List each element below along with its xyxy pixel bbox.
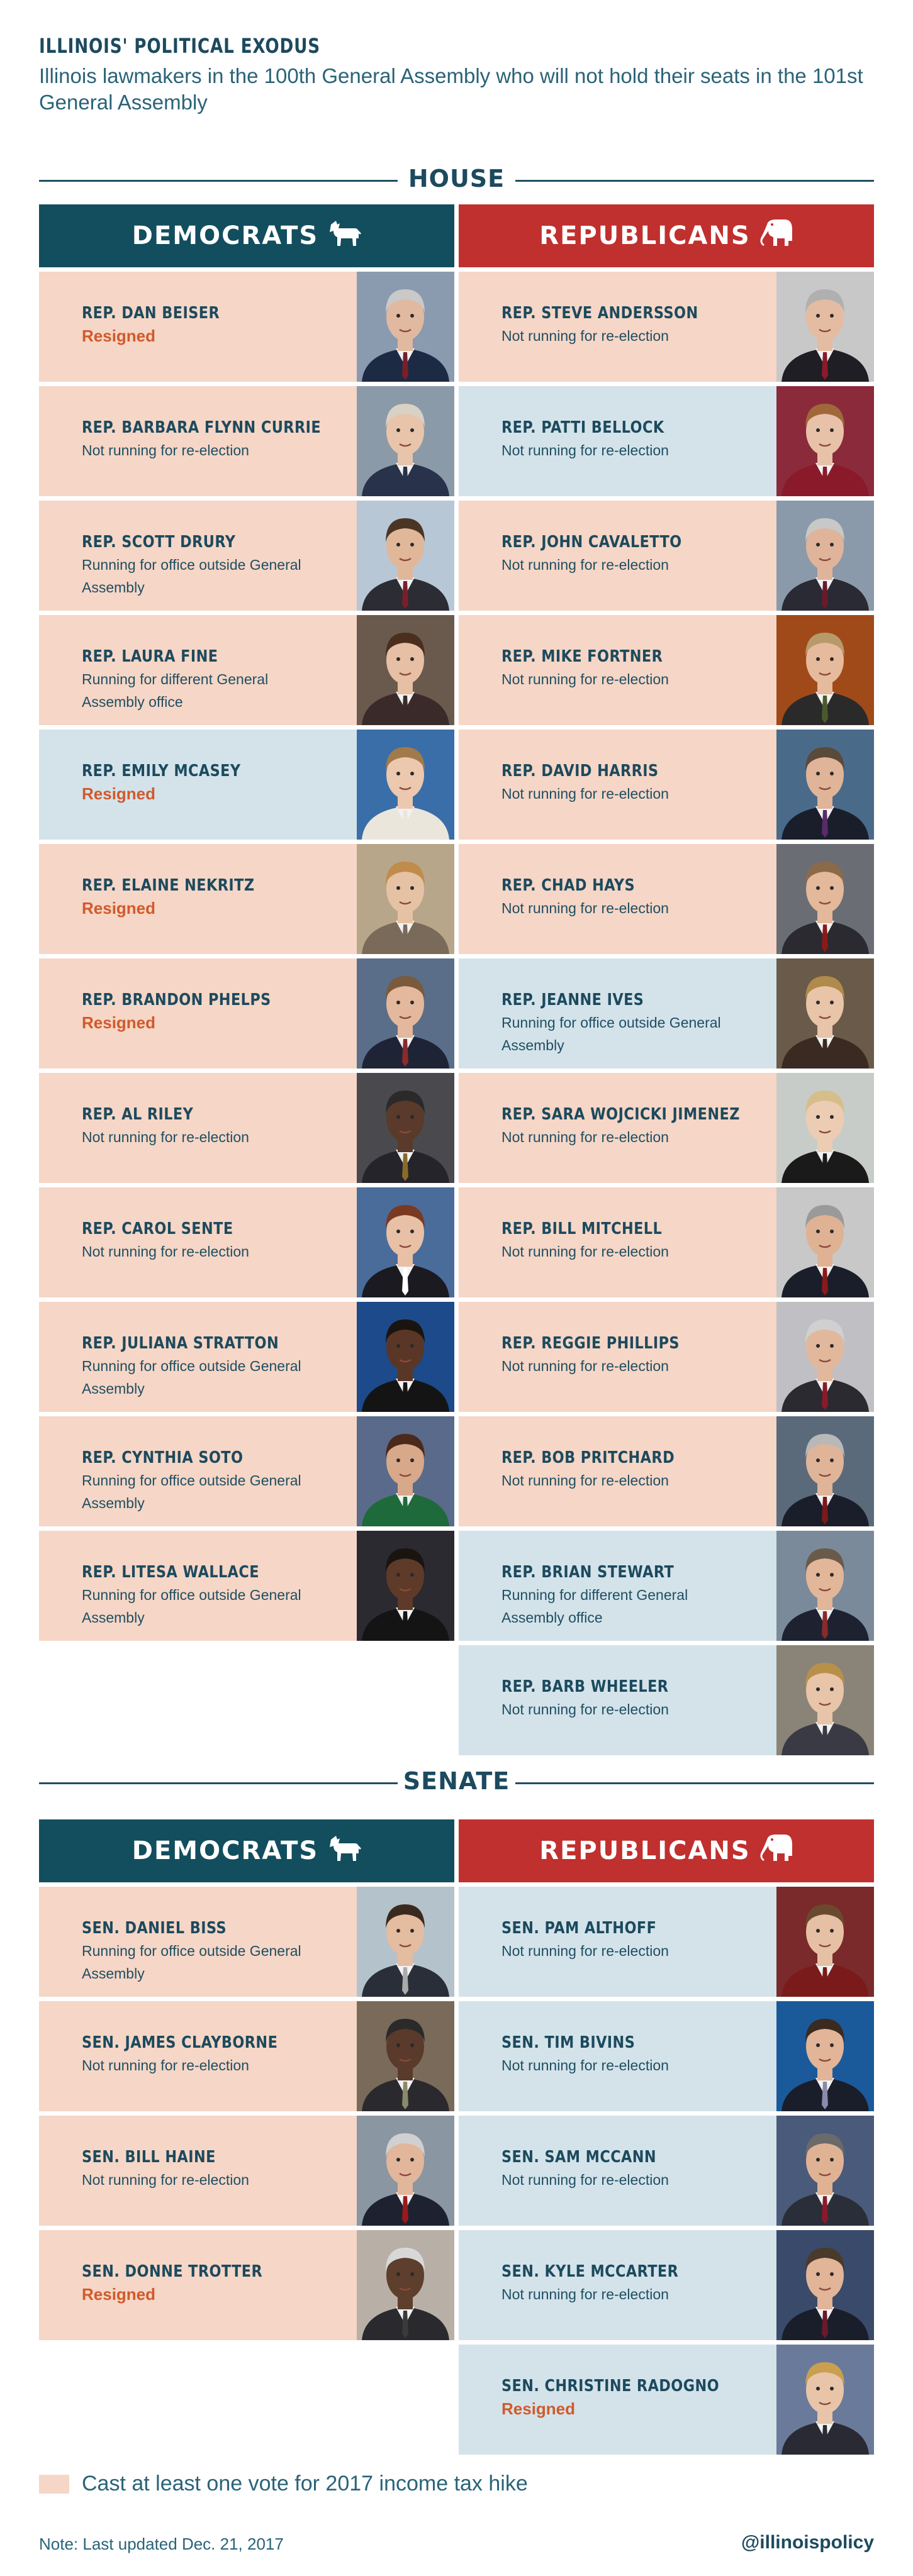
house-lawmaker-card: [39, 615, 454, 725]
lawmaker-name: REP. SCOTT DRURY: [82, 533, 236, 552]
lawmaker-status: Resigned: [82, 2285, 156, 2304]
divider: [515, 180, 874, 182]
senate-lawmaker-card: [459, 2345, 874, 2455]
lawmaker-name: REP. LITESA WALLACE: [82, 1563, 259, 1582]
lawmaker-info: [82, 1333, 333, 1400]
lawmaker-status: Not running for re-election: [501, 442, 669, 458]
lawmaker-name: SEN. PAM ALTHOFF: [501, 1919, 657, 1938]
lawmaker-status: Resigned: [82, 326, 156, 345]
house-lawmaker-card: [39, 501, 454, 611]
lawmaker-info: [501, 1448, 753, 1492]
lawmaker-info: [501, 1677, 753, 1721]
lawmaker-photo: [776, 1073, 874, 1183]
lawmaker-info: [501, 990, 753, 1057]
legend: [39, 2472, 528, 2496]
lawmaker-name: REP. PATTI BELLOCK: [501, 418, 664, 437]
lawmaker-info: [82, 1219, 333, 1263]
house-lawmaker-card: [459, 272, 874, 382]
house-lawmaker-card: [459, 386, 874, 496]
lawmaker-info: [82, 532, 333, 599]
lawmaker-status: Not running for re-election: [501, 557, 669, 573]
lawmaker-name: REP. REGGIE PHILLIPS: [501, 1334, 680, 1353]
lawmaker-info: [501, 532, 753, 576]
lawmaker-info: [501, 2376, 753, 2420]
lawmaker-status: Not running for re-election: [501, 1129, 669, 1145]
lawmaker-photo: [776, 272, 874, 382]
lawmaker-status: Not running for re-election: [501, 2286, 669, 2302]
lawmaker-status: Not running for re-election: [501, 1358, 669, 1374]
lawmaker-name: REP. JOHN CAVALETTO: [501, 533, 682, 552]
divider: [515, 1782, 874, 1784]
house-democrats-header: [39, 204, 454, 267]
lawmaker-name: SEN. CHRISTINE RADOGNO: [501, 2377, 720, 2396]
lawmaker-info: [501, 1219, 753, 1263]
lawmaker-name: REP. AL RILEY: [82, 1105, 194, 1124]
elephant-icon: [759, 1833, 793, 1868]
lawmaker-name: REP. BARB WHEELER: [501, 1677, 669, 1696]
lawmaker-info: [501, 2147, 753, 2191]
lawmaker-photo: [776, 2230, 874, 2340]
lawmaker-status: Not running for re-election: [82, 2057, 249, 2074]
senate-lawmaker-card: [459, 2116, 874, 2226]
house-lawmaker-card: [39, 1302, 454, 1412]
lawmaker-photo: [357, 958, 454, 1069]
lawmaker-status: Resigned: [82, 1013, 156, 1032]
lawmaker-name: SEN. KYLE MCCARTER: [501, 2262, 679, 2281]
house-lawmaker-card: [39, 730, 454, 840]
house-lawmaker-card: [459, 501, 874, 611]
lawmaker-status: Not running for re-election: [82, 1243, 249, 1260]
lawmaker-photo: [776, 958, 874, 1069]
legend-label: Cast at least one vote for 2017 income tax hike: [82, 2472, 528, 2496]
lawmaker-photo: [776, 1531, 874, 1641]
house-lawmaker-card: [459, 1645, 874, 1755]
democrats-label: DEMOCRATS: [132, 1836, 319, 1865]
lawmaker-status: Running for office outside General Assembly: [82, 1358, 301, 1397]
lawmaker-info: [501, 1562, 753, 1629]
lawmaker-status: Running for office outside General Assembly: [82, 1587, 301, 1626]
lawmaker-photo: [357, 844, 454, 954]
house-lawmaker-card: [459, 1302, 874, 1412]
senate-section-header: [39, 1767, 874, 1799]
house-lawmaker-card: [39, 958, 454, 1069]
lawmaker-status: Not running for re-election: [501, 900, 669, 916]
lawmaker-info: [82, 2033, 333, 2077]
lawmaker-name: REP. STEVE ANDERSSON: [501, 304, 698, 323]
lawmaker-photo: [357, 2116, 454, 2226]
republicans-label: REPUBLICANS: [539, 1836, 751, 1865]
lawmaker-info: [82, 2262, 333, 2306]
lawmaker-info: [82, 1104, 333, 1148]
lawmaker-name: REP. LAURA FINE: [82, 647, 218, 666]
lawmaker-photo: [357, 1187, 454, 1297]
lawmaker-name: REP. ELAINE NEKRITZ: [82, 876, 255, 895]
lawmaker-photo: [357, 386, 454, 496]
lawmaker-photo: [776, 1416, 874, 1526]
lawmaker-photo: [357, 730, 454, 840]
lawmaker-photo: [357, 501, 454, 611]
lawmaker-name: REP. DAN BEISER: [82, 304, 220, 323]
senate-lawmaker-card: [39, 1887, 454, 1997]
house-lawmaker-card: [459, 958, 874, 1069]
house-lawmaker-card: [39, 386, 454, 496]
senate-lawmaker-card: [39, 2230, 454, 2340]
lawmaker-photo: [776, 1187, 874, 1297]
page-title: ILLINOIS' POLITICAL EXODUS: [39, 34, 321, 58]
lawmaker-status: Not running for re-election: [501, 2057, 669, 2074]
lawmaker-name: REP. JULIANA STRATTON: [82, 1334, 279, 1353]
lawmaker-status: Running for different General Assembly office: [82, 671, 269, 710]
donkey-icon: [327, 1833, 361, 1868]
lawmaker-name: SEN. TIM BIVINS: [501, 2033, 636, 2052]
lawmaker-name: REP. SARA WOJCICKI JIMENEZ: [501, 1105, 740, 1124]
senate-label: SENATE: [403, 1767, 510, 1795]
senate-lawmaker-card: [459, 2001, 874, 2111]
lawmaker-photo: [357, 1073, 454, 1183]
lawmaker-info: [501, 1104, 753, 1148]
house-lawmaker-card: [459, 730, 874, 840]
republicans-label: REPUBLICANS: [539, 221, 751, 250]
house-lawmaker-card: [39, 1416, 454, 1526]
lawmaker-status: Not running for re-election: [501, 2172, 669, 2188]
lawmaker-info: [501, 1333, 753, 1377]
lawmaker-photo: [776, 2116, 874, 2226]
legend-swatch: [39, 2475, 69, 2494]
lawmaker-status: Not running for re-election: [501, 786, 669, 802]
lawmaker-name: REP. MIKE FORTNER: [501, 647, 663, 666]
lawmaker-status: Not running for re-election: [501, 1472, 669, 1489]
senate-republicans-header: [459, 1819, 874, 1882]
lawmaker-status: Running for different General Assembly office: [501, 1587, 688, 1626]
lawmaker-info: [82, 1562, 333, 1629]
lawmaker-name: REP. CYNTHIA SOTO: [82, 1448, 244, 1467]
lawmaker-photo: [776, 730, 874, 840]
lawmaker-name: REP. BARBARA FLYNN CURRIE: [82, 418, 322, 437]
lawmaker-info: [82, 761, 333, 805]
lawmaker-status: Resigned: [501, 2399, 576, 2418]
senate-lawmaker-card: [39, 2001, 454, 2111]
lawmaker-photo: [357, 1887, 454, 1997]
lawmaker-status: Not running for re-election: [82, 1129, 249, 1145]
lawmaker-photo: [776, 386, 874, 496]
lawmaker-info: [82, 418, 333, 462]
house-lawmaker-card: [39, 272, 454, 382]
lawmaker-status: Not running for re-election: [82, 2172, 249, 2188]
lawmaker-status: Not running for re-election: [501, 1243, 669, 1260]
lawmaker-status: Running for office outside General Assembly: [82, 1943, 301, 1982]
house-lawmaker-card: [39, 1187, 454, 1297]
lawmaker-info: [501, 647, 753, 691]
lawmaker-name: REP. DAVID HARRIS: [501, 762, 659, 780]
senate-grid: [39, 1819, 874, 2448]
lawmaker-name: REP. CHAD HAYS: [501, 876, 636, 895]
lawmaker-info: [82, 303, 333, 347]
lawmaker-status: Running for office outside General Assembly: [82, 557, 301, 596]
lawmaker-photo: [357, 1302, 454, 1412]
lawmaker-info: [82, 875, 333, 919]
lawmaker-name: REP. EMILY MCASEY: [82, 762, 241, 780]
lawmaker-info: [501, 2262, 753, 2306]
lawmaker-info: [501, 875, 753, 919]
lawmaker-info: [501, 761, 753, 805]
donkey-icon: [327, 218, 361, 253]
lawmaker-name: SEN. JAMES CLAYBORNE: [82, 2033, 278, 2052]
lawmaker-name: REP. JEANNE IVES: [501, 991, 644, 1009]
lawmaker-info: [501, 1918, 753, 1962]
house-lawmaker-card: [459, 1187, 874, 1297]
lawmaker-photo: [357, 1531, 454, 1641]
house-lawmaker-card: [459, 844, 874, 954]
lawmaker-status: Resigned: [82, 784, 156, 803]
lawmaker-info: [82, 1918, 333, 1985]
lawmaker-name: SEN. DANIEL BISS: [82, 1919, 227, 1938]
lawmaker-photo: [776, 615, 874, 725]
house-lawmaker-card: [39, 1073, 454, 1183]
lawmaker-status: Resigned: [82, 899, 156, 918]
house-label: HOUSE: [408, 165, 505, 192]
house-lawmaker-card: [459, 615, 874, 725]
lawmaker-info: [501, 303, 753, 347]
lawmaker-photo: [776, 1887, 874, 1997]
lawmaker-photo: [357, 615, 454, 725]
lawmaker-name: SEN. DONNE TROTTER: [82, 2262, 263, 2281]
lawmaker-status: Not running for re-election: [501, 1701, 669, 1718]
lawmaker-info: [501, 418, 753, 462]
lawmaker-photo: [776, 1645, 874, 1755]
house-lawmaker-card: [39, 1531, 454, 1641]
lawmaker-photo: [776, 501, 874, 611]
house-lawmaker-card: [459, 1531, 874, 1641]
lawmaker-name: REP. BRIAN STEWART: [501, 1563, 675, 1582]
lawmaker-photo: [357, 272, 454, 382]
lawmaker-photo: [776, 2345, 874, 2455]
lawmaker-photo: [357, 1416, 454, 1526]
lawmaker-name: SEN. BILL HAINE: [82, 2148, 216, 2167]
lawmaker-info: [82, 647, 333, 713]
lawmaker-status: Running for office outside General Assembly: [82, 1472, 301, 1511]
lawmaker-info: [82, 2147, 333, 2191]
democrats-label: DEMOCRATS: [132, 221, 319, 250]
lawmaker-photo: [776, 844, 874, 954]
lawmaker-photo: [776, 1302, 874, 1412]
house-lawmaker-card: [39, 844, 454, 954]
senate-lawmaker-card: [459, 1887, 874, 1997]
lawmaker-name: REP. BILL MITCHELL: [501, 1219, 663, 1238]
footer-note: Note: Last updated Dec. 21, 2017: [39, 2534, 284, 2553]
elephant-icon: [759, 218, 793, 253]
lawmaker-photo: [357, 2230, 454, 2340]
lawmaker-photo: [357, 2001, 454, 2111]
lawmaker-name: SEN. SAM MCCANN: [501, 2148, 657, 2167]
lawmaker-status: Not running for re-election: [501, 671, 669, 687]
lawmaker-status: Running for office outside General Assembly: [501, 1014, 721, 1053]
house-lawmaker-card: [459, 1416, 874, 1526]
lawmaker-status: Not running for re-election: [501, 1943, 669, 1959]
lawmaker-photo: [776, 2001, 874, 2111]
footer-handle[interactable]: @illinoispolicy: [741, 2532, 874, 2553]
lawmaker-info: [82, 1448, 333, 1514]
senate-democrats-header: [39, 1819, 454, 1882]
lawmaker-status: Not running for re-election: [82, 442, 249, 458]
lawmaker-name: REP. CAROL SENTE: [82, 1219, 233, 1238]
lawmaker-name: REP. BRANDON PHELPS: [82, 991, 271, 1009]
house-section-header: [39, 165, 874, 196]
lawmaker-name: REP. BOB PRITCHARD: [501, 1448, 675, 1467]
page-subtitle: Illinois lawmakers in the 100th General Assembly who will not hold their seats in the 101st General Assembly: [39, 64, 863, 114]
lawmaker-status: Not running for re-election: [501, 328, 669, 344]
house-republicans-header: [459, 204, 874, 267]
house-grid: [39, 204, 874, 1745]
lawmaker-info: [501, 2033, 753, 2077]
senate-lawmaker-card: [459, 2230, 874, 2340]
house-lawmaker-card: [459, 1073, 874, 1183]
lawmaker-info: [82, 990, 333, 1034]
senate-lawmaker-card: [39, 2116, 454, 2226]
